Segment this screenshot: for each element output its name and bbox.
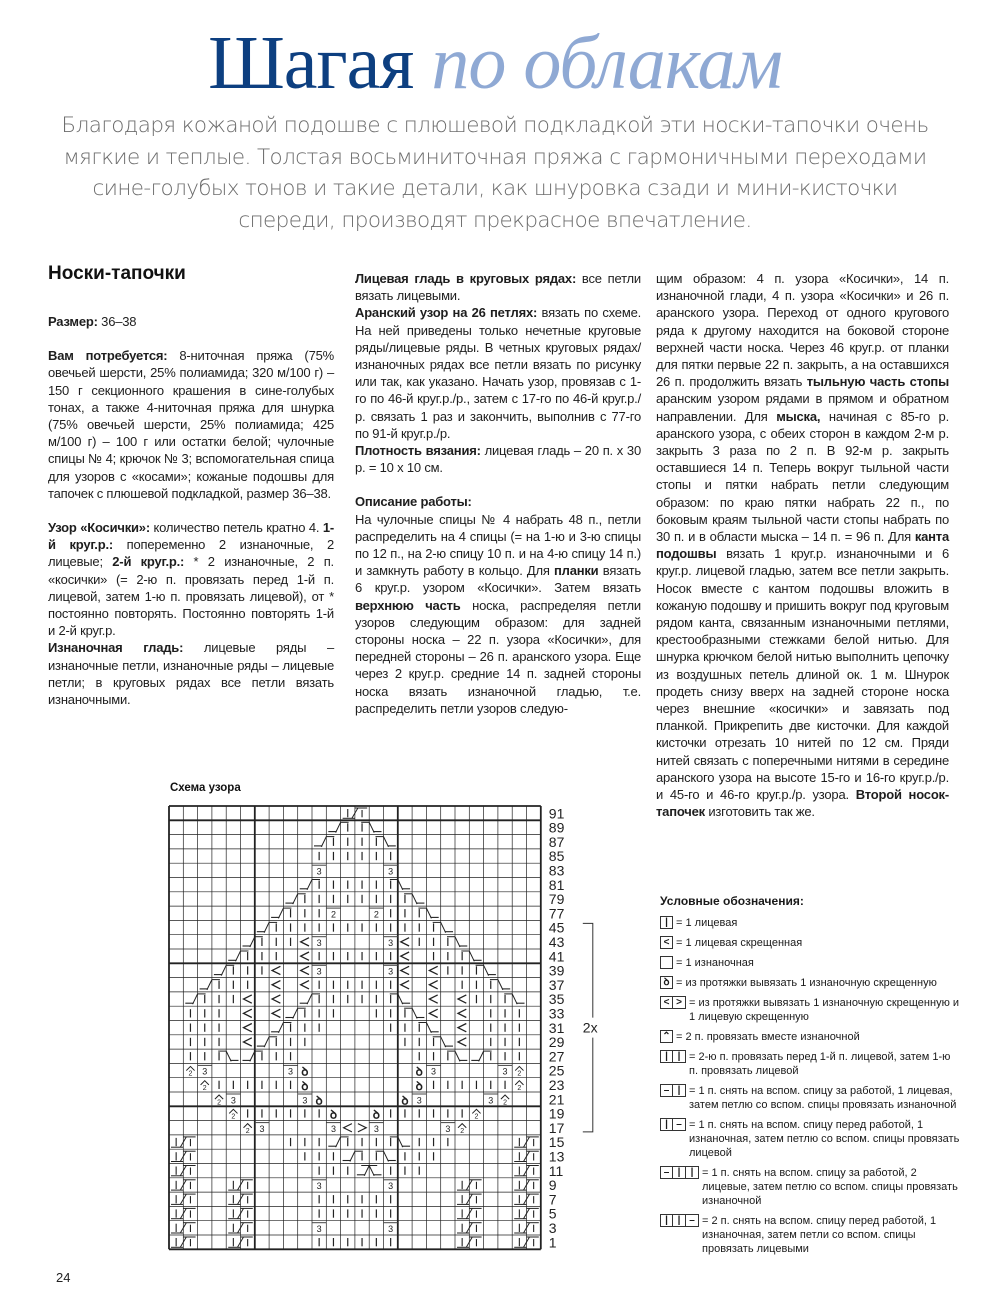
cable-count-label: 3 bbox=[431, 1066, 437, 1077]
row2-label: 2-й круг.р.: bbox=[112, 554, 185, 570]
row-number: 33 bbox=[548, 1005, 565, 1022]
legend-text: = 1 п. снять на вспом. спицу за работой, 2 лицевые, затем петлю со вспом. спицы провязать изнаночной bbox=[702, 1167, 958, 1207]
twisted-knit-symbol bbox=[244, 995, 252, 1003]
row-number: 89 bbox=[548, 819, 565, 836]
repeat-bracket-bottom bbox=[583, 1038, 593, 1132]
legend-text: = из протяжки вывязать 1 изнаночную скрещенную bbox=[676, 977, 937, 989]
description-label: Описание работы: bbox=[355, 494, 472, 510]
stockinette-text: все петли вязать лицевыми. bbox=[355, 271, 641, 304]
row-number: 79 bbox=[548, 891, 565, 908]
legend-symbol-cell: | bbox=[686, 1166, 699, 1179]
cable-count-label: 3 bbox=[373, 1123, 379, 1134]
purl-icon bbox=[660, 956, 673, 969]
materials bbox=[48, 347, 334, 502]
legend-item bbox=[660, 1084, 960, 1112]
row-number: 19 bbox=[548, 1105, 565, 1122]
twisted-knit-symbol bbox=[429, 981, 437, 989]
legend-symbol-cell: – bbox=[686, 1214, 699, 1227]
legend-text: = 2 п. снять на вспом. спицу перед работой, 1 изнаночная, затем петли со вспом. спицы провязать лицевыми bbox=[702, 1215, 937, 1255]
cable-count-label: 3 bbox=[230, 1095, 236, 1106]
cable-count-label: 3 bbox=[316, 938, 322, 948]
row-number: 9 bbox=[548, 1177, 557, 1194]
make-purl-symbol: ꝺ bbox=[315, 1093, 323, 1108]
cable-count-label: 3 bbox=[202, 1066, 208, 1077]
description-heading bbox=[355, 493, 641, 510]
twisted-knit-symbol bbox=[458, 1024, 466, 1032]
twisted-knit-symbol bbox=[301, 938, 309, 946]
legend bbox=[660, 894, 960, 1262]
twisted-knit-symbol bbox=[401, 938, 409, 946]
knit-icon bbox=[660, 916, 673, 929]
legend-symbol-cell: – bbox=[660, 1166, 673, 1179]
knit-tbl-icon bbox=[660, 936, 673, 949]
cable-count-label: 3 bbox=[316, 1224, 322, 1234]
cable-slant bbox=[236, 951, 241, 961]
gauge bbox=[355, 442, 641, 476]
gauge-text: лицевая гладь – 20 п. х 30 р. = 10 х 10 см. bbox=[355, 443, 641, 476]
cable-1-1-purl-left-icon bbox=[660, 1118, 686, 1131]
cable-count-label: 3 bbox=[388, 966, 394, 977]
legend-symbol-cell: < bbox=[660, 936, 673, 949]
c3-g: вязать 1 круг.р. изнаночными и 6 круг.р. лицевой гладью, затем все петли закрыть. Носок вместе с кантом подошвы вложить в кожаную подошву и пришить вокруг под круговым рядом канта, связанным изнаночными петлями, крестообразными стежками белой нитью. Для шнурка крючком белой нитью выполнить цепочку из воздушных петель длиной ок. 1 м. Шнурок продеть снизу вверх на задней стороне носка через внешние «косички» и завязать под планкой. Прикрепить две кисточки. Для каждой кисточки отрезать 10 нитей по 12 см. Пряди нитей связать с поперечными нитями в середине аранского узора на высоте 15-го и 16-го круг.р./р. и 45-го и 46-го круг.р./р. узора. bbox=[656, 546, 949, 803]
repeat-label: 2x bbox=[582, 1019, 598, 1036]
cable-slant bbox=[307, 880, 312, 890]
cable-slant bbox=[293, 1008, 298, 1018]
make-two-symbol bbox=[358, 1124, 366, 1132]
twisted-knit-symbol bbox=[401, 966, 409, 974]
cable-slant bbox=[264, 1037, 269, 1047]
cable-count-label: 3 bbox=[388, 1224, 394, 1234]
c3-f: канта подошвы bbox=[656, 529, 949, 562]
cable-2-1-right-icon bbox=[660, 1166, 699, 1179]
cable-count-label: 3 bbox=[330, 1123, 336, 1134]
cable-slant bbox=[278, 908, 283, 918]
lead-paragraph: Благодаря кожаной подошве с плюшевой подкладкой эти носки-тапочки очень мягкие и теплые. Толстая восьминиточная пряжа с гармоничными переходами сине-голубых тонов и такие детали, как шнуровка сзади и мини-кисточки спереди, производят прекрасное впечатление. bbox=[61, 113, 929, 233]
cable-slant bbox=[293, 894, 298, 904]
legend-item bbox=[660, 956, 960, 970]
row-number: 7 bbox=[548, 1191, 557, 1208]
cable-slant bbox=[479, 1051, 484, 1061]
legend-text: = 1 изнаночная bbox=[676, 957, 754, 969]
legend-symbol-cell: | bbox=[673, 1214, 686, 1227]
p2tog-label: 2 bbox=[503, 1099, 508, 1107]
legend-text: = 1 п. снять на вспом. спицу за работой, 1 лицевая, затем петлю со вспом. спицы провязать изнаночной bbox=[689, 1085, 957, 1111]
legend-symbol-cell: | bbox=[660, 1214, 673, 1227]
cable-count-label: 3 bbox=[259, 1123, 265, 1134]
legend-item bbox=[660, 916, 960, 930]
c3-d: мыска, bbox=[776, 408, 821, 424]
row-number: 39 bbox=[548, 962, 565, 979]
twisted-knit-symbol bbox=[458, 995, 466, 1003]
row-number: 43 bbox=[548, 934, 565, 950]
size-line bbox=[48, 313, 334, 330]
page-title bbox=[0, 18, 990, 108]
legend-text: = 2 п. провязать вместе изнаночной bbox=[676, 1031, 860, 1043]
row-number: 77 bbox=[548, 905, 565, 922]
legend-item bbox=[660, 996, 960, 1024]
legend-symbol-cell: ꝺ bbox=[660, 976, 673, 989]
row-number: 1 bbox=[548, 1234, 557, 1251]
row-number: 85 bbox=[548, 848, 565, 865]
row-number: 35 bbox=[548, 991, 565, 1008]
make-purl-symbol: ꝺ bbox=[301, 1079, 309, 1093]
column-1 bbox=[48, 313, 334, 708]
legend-symbol-cell: | bbox=[660, 1118, 673, 1131]
materials-text: 8-ниточная пряжа (75% овечьей шерсти, 25% полиамида; 320 м/100 г) – 150 г секционного крашения в сине-голубых тонах, а также 4-ниточная пряжа для шнурка (75% овечьей шерсти, 25% полиамида; 425 м/100 г) – 100 г или остатки белой; чулочные спицы № 4; крючок № 3; вспомогательная спица для узоров с «косами»; кожаные подошвы для тапочек с плюшевой подкладкой, размер 36–38. bbox=[48, 348, 334, 501]
legend-symbol-cell bbox=[660, 956, 673, 969]
twisted-knit-symbol bbox=[301, 981, 309, 989]
cable-slant bbox=[321, 837, 326, 847]
size-value: 36–38 bbox=[97, 314, 137, 329]
repeat-bracket-top bbox=[583, 923, 593, 1017]
c3-b: тыльную часть стопы bbox=[806, 374, 949, 390]
aran-label: Аранский узор на 26 петлях: bbox=[355, 305, 538, 321]
legend-text: = 1 п. снять на вспом. спицу перед работой, 1 изнаночная, затем петлю со вспом. спицы провязать лицевой bbox=[689, 1119, 960, 1159]
legend-item bbox=[660, 976, 960, 990]
column-3 bbox=[656, 270, 949, 821]
cable-slant bbox=[193, 994, 198, 1004]
legend-symbol-cell: | bbox=[673, 1050, 686, 1063]
legend-item bbox=[660, 1214, 960, 1256]
cable-slant bbox=[350, 1151, 355, 1161]
twisted-knit-symbol bbox=[429, 1009, 437, 1017]
cable-slant bbox=[336, 1137, 341, 1147]
cable-count-label: 3 bbox=[502, 1066, 508, 1077]
p2tog-label: 2 bbox=[245, 1127, 250, 1135]
twisted-knit-symbol bbox=[272, 1009, 280, 1017]
row-number: 23 bbox=[548, 1077, 565, 1093]
legend-symbol-cell: – bbox=[660, 1084, 673, 1097]
row-number: 31 bbox=[548, 1019, 565, 1036]
cable-count-label: 3 bbox=[316, 866, 322, 877]
row-number: 13 bbox=[548, 1148, 565, 1165]
cable-count-label: 3 bbox=[388, 938, 394, 948]
description-continued bbox=[656, 270, 949, 821]
row2-text: * 2 изнаночные, 2 п. «косички» (= 2-ю п. провязать перед 1-й п. лицевой, затем 1-ю п. провязать лицевой), от * постоянно повторять. Постоянно повторять 1-й и 2-й круг.р. bbox=[48, 554, 334, 639]
legend-symbol-cell: | bbox=[660, 916, 673, 929]
cable-count-label: 3 bbox=[388, 1181, 394, 1192]
twisted-knit-symbol bbox=[401, 952, 409, 960]
p2tog-label: 2 bbox=[231, 1113, 236, 1121]
row-number: 37 bbox=[548, 976, 565, 993]
c3-a: щим образом: 4 п. узора «Косички», 14 п. изнаночной глади, 4 п. узора «Косички» и 26 п. аранского узора. Переход от одного кругового ряда к другому находится на боковой стороне верхней части носка. Через 46 круг.р. от планки для пятки первые 22 п. закрыть, а на оставшихся 26 п. продолжить вязать bbox=[656, 271, 949, 390]
desc-d: верхнюю часть bbox=[355, 597, 461, 613]
row-number: 45 bbox=[548, 919, 565, 936]
chart-title: Схема узора bbox=[170, 782, 241, 794]
row-number: 81 bbox=[548, 876, 565, 893]
legend-symbol-cell: | bbox=[660, 1050, 673, 1063]
stockinette-label: Лицевая гладь в круговых рядах: bbox=[355, 271, 577, 286]
cable-count-label: 3 bbox=[388, 866, 394, 877]
cable-slant bbox=[221, 965, 226, 975]
row-number: 25 bbox=[548, 1062, 565, 1079]
row1-text: попеременно 2 изнаночные, 2 лицевые; bbox=[48, 537, 334, 570]
row-number: 27 bbox=[548, 1048, 565, 1065]
reverse-stockinette bbox=[48, 639, 334, 708]
column-2 bbox=[355, 270, 641, 717]
p2tog-label: 2 bbox=[202, 1085, 207, 1092]
cable-count-label: 3 bbox=[416, 1095, 422, 1106]
legend-symbol-cell: ⌃ bbox=[660, 1030, 673, 1043]
p2tog-label: 2 bbox=[188, 1070, 193, 1078]
row-number: 5 bbox=[548, 1205, 557, 1222]
p2tog-icon bbox=[660, 1030, 673, 1043]
m1p-tbl-icon bbox=[660, 976, 673, 989]
braid-label: Узор «Косички»: bbox=[48, 520, 150, 536]
row1-label: 1-й круг.р.: bbox=[48, 520, 334, 553]
title-part-1: Шагая bbox=[208, 21, 414, 105]
row-number: 41 bbox=[548, 948, 565, 965]
braid-text: количество петель кратно 4. bbox=[149, 520, 320, 536]
p2tog-label: 2 bbox=[460, 1127, 465, 1135]
section-heading: Носки-тапочки bbox=[48, 263, 186, 284]
twisted-knit-symbol bbox=[244, 1038, 252, 1046]
p2tog-label: 2 bbox=[217, 1099, 222, 1107]
desc-a: На чулочные спицы № 4 набрать 48 п., петли распределить на 4 спицы (= на 1-ю и 3-ю спицы по 12 п., на 2-ю спицу 10 п. и на 4-ю спицу 14 п.) и замкнуть работу в кольцо. Для bbox=[355, 511, 641, 579]
cable-count-label: 2 bbox=[330, 909, 336, 920]
row-number: 83 bbox=[548, 862, 565, 879]
size-label: Размер: bbox=[48, 314, 98, 329]
make-purl-symbol: ꝺ bbox=[329, 1107, 338, 1122]
reverse-text: лицевые ряды – изнаночные петли, изнаночные ряды – лицевые петли; в круговых рядах все петли вязать изнаночными. bbox=[48, 640, 335, 708]
row-number: 11 bbox=[548, 1162, 564, 1179]
materials-label: Вам потребуется: bbox=[48, 348, 168, 364]
legend-symbol-cell: < bbox=[660, 996, 673, 1009]
legend-item bbox=[660, 1050, 960, 1078]
cable-count-label: 3 bbox=[316, 966, 322, 977]
c3-i: изготовить так же. bbox=[704, 804, 815, 820]
legend-symbol-cell: > bbox=[673, 996, 686, 1009]
cable-2-1-left-icon bbox=[660, 1214, 699, 1227]
make-purl-symbol: ꝺ bbox=[415, 1079, 423, 1093]
legend-text: = 1 лицевая bbox=[676, 917, 738, 929]
desc-b: планки bbox=[553, 563, 599, 579]
twisted-knit-symbol bbox=[401, 981, 409, 989]
row-number: 3 bbox=[548, 1220, 557, 1236]
row-number: 29 bbox=[548, 1034, 565, 1051]
braid-pattern bbox=[48, 519, 334, 639]
legend-item bbox=[660, 1166, 960, 1208]
cable-count-label: 3 bbox=[488, 1095, 494, 1106]
cable-slant bbox=[307, 994, 312, 1004]
cable-slant bbox=[207, 980, 212, 990]
aran-text: вязать по схеме. На ней приведены только нечетные круговые ряды/лицевые ряды. В четных круговых рядах/изнаночных рядах все петли вязать по рисунку или так, как указано. Начать узор, провязав с 1-го по 46-й круг.р./р., затем с 17-го по 46-й круг.р./р. связать 1 раз и закончить, выполнив с 77-го по 91-й круг.р./р. bbox=[355, 305, 642, 441]
stockinette bbox=[355, 270, 641, 304]
cable-slant bbox=[278, 1023, 283, 1033]
legend-item bbox=[660, 1030, 960, 1044]
twisted-knit-symbol bbox=[272, 966, 280, 974]
desc-e: носка, распределяя петли узоров следующим образом: для задней стороны носка – 22 п. узора «Косички», для передней стороны – 26 п. аранского узора. Еще через 2 круг.р. средние 14 п. задней стороны носка вязать изнаночной гладью, т.е. распределить петли узоров следую- bbox=[355, 597, 641, 716]
legend-items bbox=[660, 916, 960, 1256]
cable-slant bbox=[336, 822, 341, 832]
cable-count-label: 2 bbox=[373, 909, 379, 920]
cable-count-label: 3 bbox=[288, 1066, 294, 1077]
legend-symbol-cell: – bbox=[673, 1118, 686, 1131]
make-purl-symbol: ꝺ bbox=[401, 1093, 409, 1108]
twisted-knit-symbol bbox=[244, 1009, 252, 1017]
description-text bbox=[355, 511, 641, 717]
twisted-knit-symbol bbox=[458, 1009, 466, 1017]
row-number: 87 bbox=[548, 833, 565, 850]
twisted-knit-symbol bbox=[301, 952, 309, 960]
make-purl-symbol: ꝺ bbox=[301, 1064, 309, 1079]
page-number: 24 bbox=[56, 1270, 71, 1285]
row-number: 17 bbox=[548, 1119, 565, 1136]
aran-pattern bbox=[355, 304, 641, 442]
twisted-knit-symbol bbox=[272, 995, 280, 1003]
cable-slant bbox=[364, 1166, 369, 1176]
cable-1-1-icon bbox=[660, 1050, 686, 1063]
knitting-chart bbox=[160, 798, 630, 1258]
twisted-knit-symbol bbox=[458, 1038, 466, 1046]
legend-title: Условные обозначения: bbox=[660, 894, 804, 908]
row-number: 91 bbox=[548, 805, 565, 822]
cable-count-label: 3 bbox=[302, 1095, 308, 1106]
legend-item bbox=[660, 936, 960, 950]
cable-1-1-purl-right-icon bbox=[660, 1084, 686, 1097]
twisted-knit-symbol bbox=[301, 966, 309, 974]
reverse-label: Изнаночная гладь: bbox=[48, 640, 184, 656]
cable-slant bbox=[264, 922, 269, 932]
row-number: 21 bbox=[548, 1091, 565, 1108]
desc-c: вязать 6 круг.р. узором «Косички». Затем вязать bbox=[355, 563, 641, 596]
gauge-label: Плотность вязания: bbox=[355, 443, 481, 459]
m1p-m1k-icon bbox=[660, 996, 686, 1009]
p2tog-label: 2 bbox=[517, 1085, 522, 1092]
twisted-knit-symbol bbox=[272, 981, 280, 989]
make-two-symbol bbox=[344, 1124, 352, 1132]
legend-text: = 2-ю п. провязать перед 1-й п. лицевой, затем 1-ю п. провязать лицевой bbox=[689, 1051, 951, 1077]
p2tog-label: 2 bbox=[474, 1113, 479, 1121]
cable-count-label: 3 bbox=[445, 1123, 451, 1134]
legend-text: = из протяжки вывязать 1 изнаночную скрещенную и 1 лицевую скрещенную bbox=[689, 997, 960, 1023]
legend-symbol-cell: | bbox=[673, 1084, 686, 1097]
p2tog-label: 2 bbox=[517, 1070, 522, 1078]
cable-count-label: 3 bbox=[316, 1181, 322, 1192]
c3-h: Второй носок-тапочек bbox=[656, 787, 949, 820]
c3-c: аранским узором рядами в прямом и обратном направлении. Для bbox=[656, 391, 949, 424]
legend-item bbox=[660, 1118, 960, 1160]
make-purl-symbol: ꝺ bbox=[415, 1064, 423, 1079]
legend-symbol-cell: | bbox=[673, 1166, 686, 1179]
twisted-knit-symbol bbox=[429, 966, 437, 974]
twisted-knit-symbol bbox=[429, 995, 437, 1003]
title-part-2: по облакам bbox=[431, 21, 782, 105]
twisted-knit-symbol bbox=[244, 1024, 252, 1032]
make-purl-symbol: ꝺ bbox=[372, 1107, 380, 1122]
c3-e: начиная с 85-го р. аранского узора, с обеих сторон в каждом 2-м р. закрыть 3 раза по 2 п. В 92-м р. закрыть оставшиеся 14 п. Теперь вокруг тыльной части стопы и пятки набрать петли следующим образом: по краю пятки набрать 22 п., по боковым краям тыльной части стопы набрать по 30 п. и в области мыска – 14 п. = 96 п. Для bbox=[656, 408, 949, 545]
legend-text: = 1 лицевая скрещенная bbox=[676, 937, 803, 949]
row-number: 15 bbox=[548, 1134, 565, 1151]
